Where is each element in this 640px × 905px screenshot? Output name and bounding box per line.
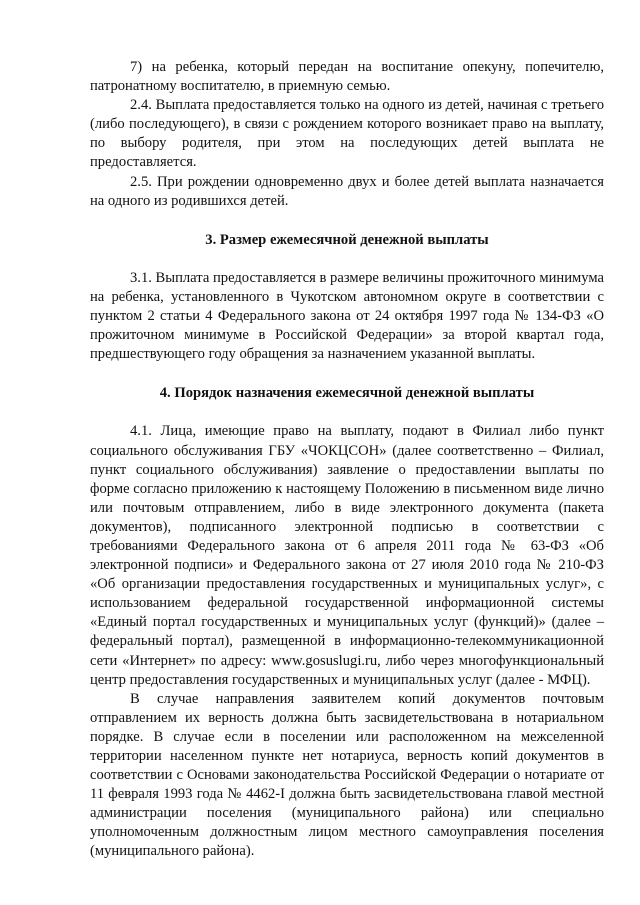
- section-3-heading: 3. Размер ежемесячной денежной выплаты: [205, 231, 489, 248]
- section-4-heading: 4. Порядок назначения ежемесячной денежной выплаты: [159, 385, 535, 402]
- paragraph-2-4: 2.4. Выплата предоставляется только на одного из детей, начиная с третьего (либо последующего), в связи с рождением которого возникает право на выплату, по выбору родителя, при этом на последующих детей выплата не предоставляется.: [90, 97, 604, 171]
- document-page: [90, 58, 604, 862]
- paragraph-4-1: 4.1. Лица, имеющие право на выплату, подают в Филиал либо пункт социального обслуживания ГБУ «ЧОКЦСОН» (далее соответственно – Филиал, пункт социального обслуживания) заявление о предоставлении выплаты по форме согласно приложению к настоящему Положению в письменном виде лично или почтовым отправлением, либо в виде электронного документа (пакета документов), подписанного электронной подписью в соответствии с требованиями Федерального закона от 6 апреля 2011 года № 63-ФЗ «Об электронной подписи» и Федерального закона от 27 июля 2010 года № 210-ФЗ «Об организации предоставления государственных и муниципальных услуг», с использованием федеральной государственной информационной системы «Единый портал государственных и муниципальных услуг (функций)» (далее – федеральный портал), размещенной в информационно-телекоммуникационной сети «Интернет» по адресу: www.gosuslugi.ru, либо через многофункциональный центр предоставления государственных и муниципальных услуг (далее - МФЦ).: [90, 423, 604, 688]
- paragraph-3-1: 3.1. Выплата предоставляется в размере величины прожиточного минимума на ребенка, установленного в Чукотском автономном округе в соответствии с пунктом 2 статьи 4 Федерального закона от 24 октября 1997 года № 134-ФЗ «О прожиточном минимуме в Российской Федерации» за второй квартал года, предшествующего году обращения за назначением указанной выплаты.: [90, 269, 604, 363]
- paragraph-2-5: 2.5. При рождении одновременно двух и более детей выплата назначается на одного из родившихся детей.: [90, 173, 604, 209]
- paragraph-item-7: 7) на ребенка, который передан на воспитание опекуну, попечителю, патронатному воспитателю, в приемную семью.: [90, 59, 604, 95]
- paragraph-4-1-cont: В случае направления заявителем копий документов почтовым отправлением их верность должна быть засвидетельствована в нотариальном порядке. В случае если в поселении или расположенном на межселенной территории населенном пункте нет нотариуса, верность копий документов в соответствии с Основами законодательства Российской Федерации о нотариате от 11 февраля 1993 года № 4462-I должна быть засвидетельствована главой местной администрации поселения (муниципального района) или специально уполномоченным должностным лицом местного самоуправления поселения (муниципального района).: [90, 690, 604, 860]
